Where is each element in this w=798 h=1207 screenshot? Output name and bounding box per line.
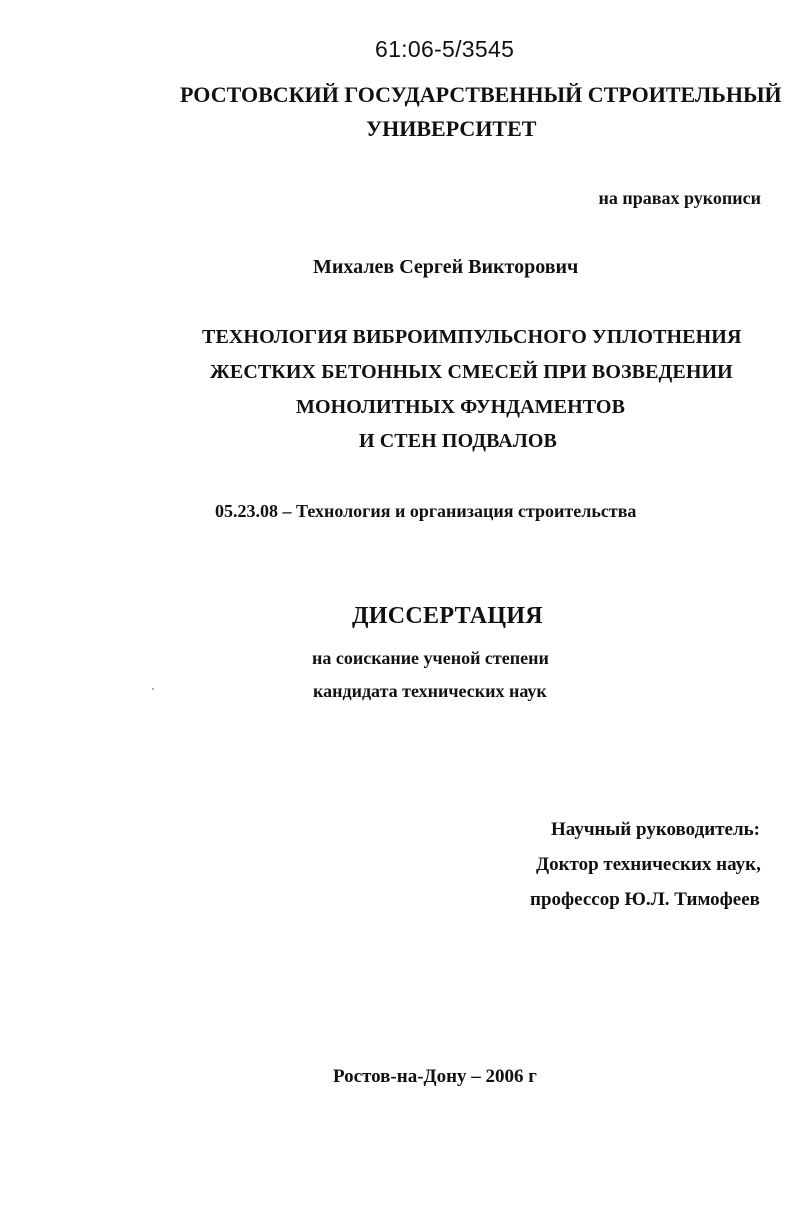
catalog-code: 61:06-5/3545 bbox=[375, 36, 515, 62]
city-year: Ростов-на-Дону – 2006 г bbox=[333, 1066, 537, 1087]
thesis-title-line3: МОНОЛИТНЫХ ФУНДАМЕНТОВ bbox=[296, 396, 626, 418]
author-name: Михалев Сергей Викторович bbox=[313, 256, 579, 278]
university-name-line2: УНИВЕРСИТЕТ bbox=[366, 116, 537, 141]
degree-line2: кандидата технических наук bbox=[313, 681, 547, 701]
thesis-title-line2: ЖЕСТКИХ БЕТОННЫХ СМЕСЕЙ ПРИ ВОЗВЕДЕНИИ bbox=[210, 361, 733, 383]
thesis-title-line1: ТЕХНОЛОГИЯ ВИБРОИМПУЛЬСНОГО УПЛОТНЕНИЯ bbox=[202, 326, 742, 348]
degree-line1: на соискание ученой степени bbox=[312, 648, 549, 668]
manuscript-rights-note: на правах рукописи bbox=[598, 188, 761, 208]
supervisor-label: Научный руководитель: bbox=[551, 819, 760, 840]
supervisor-title: Доктор технических наук, bbox=[536, 854, 761, 875]
university-name-line1: РОСТОВСКИЙ ГОСУДАРСТВЕННЫЙ СТРОИТЕЛЬНЫЙ bbox=[180, 82, 782, 107]
supervisor-name: профессор Ю.Л. Тимофеев bbox=[530, 889, 760, 910]
thesis-title-line4: И СТЕН ПОДВАЛОВ bbox=[359, 430, 557, 452]
scan-speck bbox=[152, 688, 154, 690]
specialty-code: 05.23.08 – Технология и организация строительства bbox=[215, 501, 637, 521]
document-type-heading: ДИССЕРТАЦИЯ bbox=[352, 603, 543, 629]
